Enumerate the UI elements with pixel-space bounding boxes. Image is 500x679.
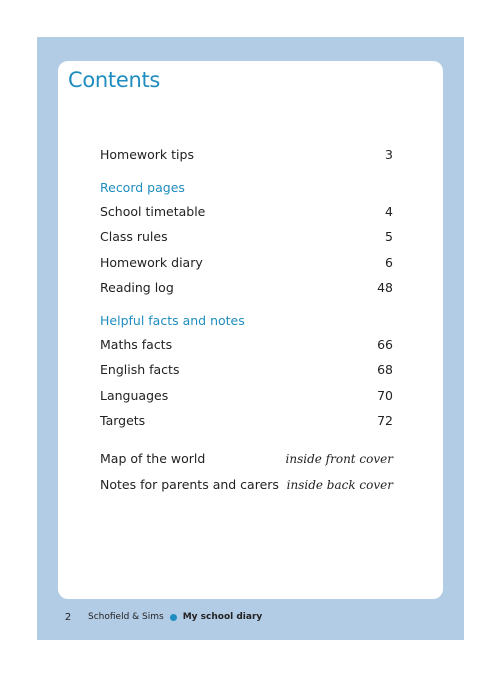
book-title: My school diary — [182, 612, 263, 622]
entry-label: Notes for parents and carers — [100, 477, 279, 492]
section-heading-record-pages: Record pages — [100, 180, 185, 195]
entry-page: 70 — [377, 388, 393, 403]
toc-entry-reading-log[interactable] — [100, 280, 393, 298]
page-footer — [58, 607, 262, 627]
toc-entry-map-of-the-world[interactable] — [100, 451, 393, 469]
entry-page: 5 — [385, 229, 393, 244]
toc-entry-homework-tips[interactable] — [100, 147, 393, 165]
entry-page: 4 — [385, 204, 393, 219]
entry-page: inside front cover — [285, 452, 393, 466]
entry-page: 72 — [377, 413, 393, 428]
entry-page: 48 — [377, 280, 393, 295]
entry-page: 68 — [377, 362, 393, 377]
entry-page: 3 — [385, 147, 393, 162]
page-title: Contents — [68, 68, 161, 92]
entry-label: Homework diary — [100, 255, 203, 270]
entry-page: 66 — [377, 337, 393, 352]
toc-entry-school-timetable[interactable] — [100, 204, 393, 222]
publisher-name: Schofield & Sims — [88, 612, 164, 622]
toc-entry-homework-diary[interactable] — [100, 255, 393, 273]
entry-label: Homework tips — [100, 147, 194, 162]
entry-label: Map of the world — [100, 451, 206, 466]
page-number: 2 — [58, 607, 78, 627]
section-heading-helpful-facts: Helpful facts and notes — [100, 313, 245, 328]
entry-label: Class rules — [100, 229, 168, 244]
entry-page: inside back cover — [286, 478, 393, 492]
entry-label: Languages — [100, 388, 169, 403]
entry-page: 6 — [385, 255, 393, 270]
toc-entry-class-rules[interactable] — [100, 229, 393, 247]
entry-label: Reading log — [100, 280, 174, 295]
toc-entry-notes-for-parents[interactable] — [100, 477, 393, 495]
entry-label: English facts — [100, 362, 180, 377]
toc-entry-maths-facts[interactable] — [100, 337, 393, 355]
entry-label: Targets — [100, 413, 146, 428]
entry-label: Maths facts — [100, 337, 173, 352]
bullet-dot-icon — [170, 614, 177, 621]
toc-entry-languages[interactable] — [100, 388, 393, 406]
contents-card — [58, 61, 443, 599]
toc-entry-targets[interactable] — [100, 413, 393, 431]
toc-entry-english-facts[interactable] — [100, 362, 393, 380]
entry-label: School timetable — [100, 204, 206, 219]
